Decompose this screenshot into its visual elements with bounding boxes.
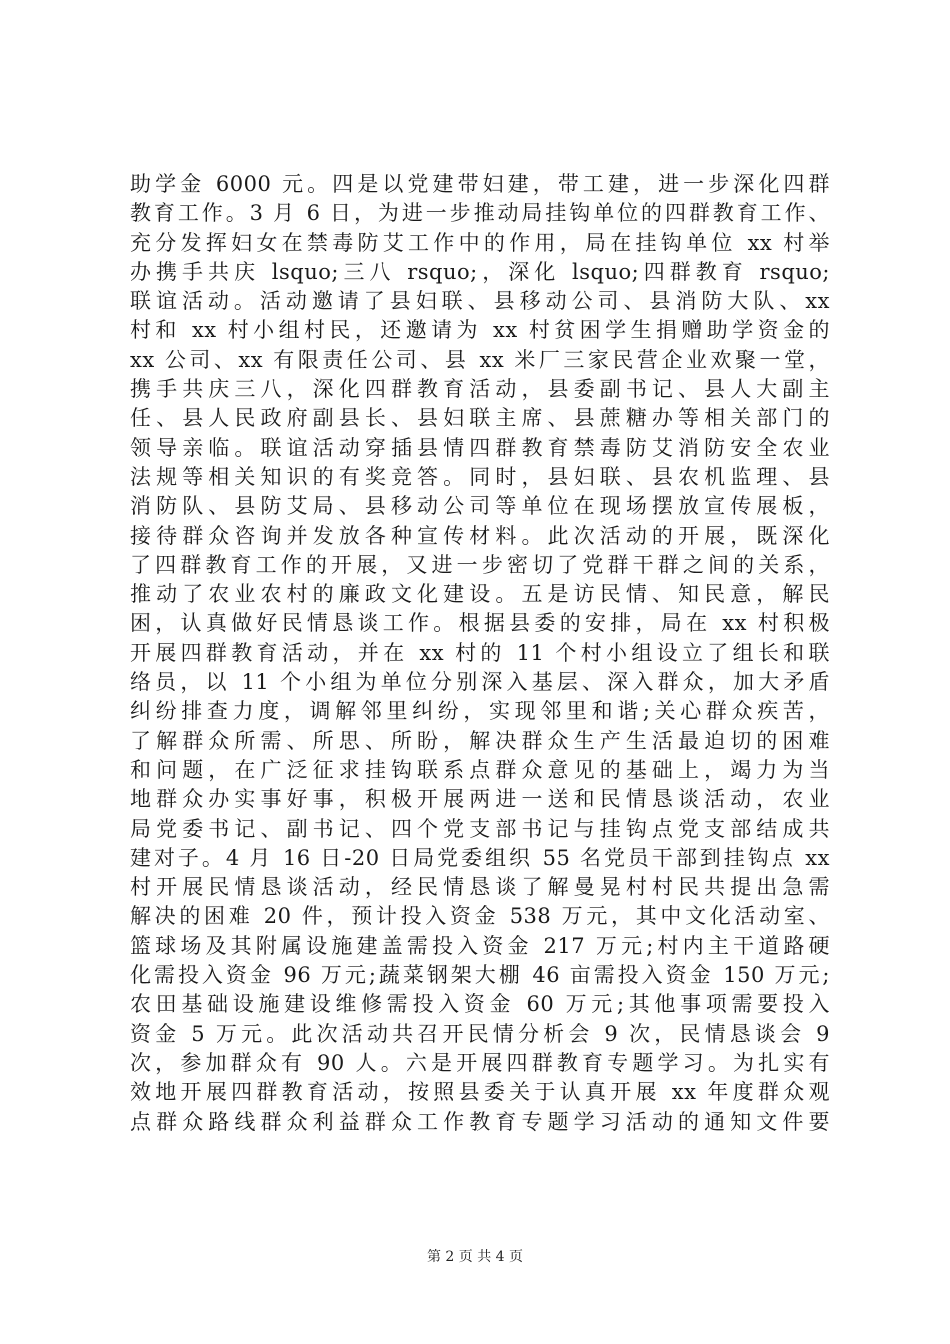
- text-line: 效地开展四群教育活动，按照县委关于认真开展 xx 年度群众观: [130, 1080, 830, 1105]
- text-line: 资金 5 万元。此次活动共召开民情分析会 9 次，民情恳谈会 9: [130, 1021, 830, 1046]
- text-line: 农田基础设施建设维修需投入资金 60 万元;其他事项需要投入: [130, 992, 830, 1017]
- text-line: 了解群众所需、所思、所盼，解决群众生产生活最迫切的困难: [130, 728, 830, 753]
- text-line: 次，参加群众有 90 人。六是开展四群教育专题学习。为扎实有: [130, 1050, 830, 1075]
- text-line: 消防队、县防艾局、县移动公司等单位在现场摆放宣传展板，: [130, 494, 830, 519]
- body-text: [130, 170, 830, 1137]
- text-line: 充分发挥妇女在禁毒防艾工作中的作用，局在挂钩单位 xx 村举: [130, 230, 830, 255]
- text-line: 携手共庆三八，深化四群教育活动，县委副书记、县人大副主: [130, 377, 830, 402]
- text-line: 化需投入资金 96 万元;蔬菜钢架大棚 46 亩需投入资金 150 万元;: [130, 963, 830, 988]
- text-line: 建对子。4 月 16 日-20 日局党委组织 55 名党员干部到挂钩点 xx: [130, 845, 830, 870]
- text-line: 困，认真做好民情恳谈工作。根据县委的安排，局在 xx 村积极: [130, 611, 830, 636]
- text-line: 解决的困难 20 件，预计投入资金 538 万元，其中文化活动室、: [130, 904, 830, 929]
- text-line: 局党委书记、副书记、四个党支部书记与挂钩点党支部结成共: [130, 816, 830, 841]
- text-line: 领导亲临。联谊活动穿插县情四群教育禁毒防艾消防安全农业: [130, 435, 830, 460]
- text-line: 法规等相关知识的有奖竞答。同时，县妇联、县农机监理、县: [130, 464, 830, 489]
- text-line: 推动了农业农村的廉政文化建设。五是访民情、知民意，解民: [130, 582, 830, 607]
- text-line: 接待群众咨询并发放各种宣传材料。此次活动的开展，既深化: [130, 523, 830, 548]
- text-line: 和问题，在广泛征求挂钩联系点群众意见的基础上，竭力为当: [130, 757, 830, 782]
- text-line: 地群众办实事好事，积极开展两进一送和民情恳谈活动，农业: [130, 787, 830, 812]
- text-line: 联谊活动。活动邀请了县妇联、县移动公司、县消防大队、xx: [130, 289, 830, 314]
- text-line: xx 公司、xx 有限责任公司、县 xx 米厂三家民营企业欢聚一堂，: [130, 347, 830, 372]
- text-line: 助学金 6000 元。四是以党建带妇建，带工建，进一步深化四群: [130, 172, 830, 196]
- text-line: 了四群教育工作的开展，又进一步密切了党群干群之间的关系，: [130, 552, 830, 577]
- text-line: 篮球场及其附属设施建盖需投入资金 217 万元;村内主干道路硬: [130, 933, 830, 958]
- text-line: 任、县人民政府副县长、县妇联主席、县蔗糖办等相关部门的: [130, 406, 830, 431]
- text-line: 开展四群教育活动，并在 xx 村的 11 个村小组设立了组长和联: [130, 640, 830, 665]
- text-line: 纠纷排查力度，调解邻里纠纷，实现邻里和谐;关心群众疾苦，: [130, 699, 830, 724]
- text-line: 点群众路线群众利益群众工作教育专题学习活动的通知文件要: [130, 1109, 830, 1134]
- text-line: 村和 xx 村小组村民，还邀请为 xx 村贫困学生捐赠助学资金的: [130, 318, 830, 343]
- page-footer: 第 2 页 共 4 页: [426, 1249, 524, 1265]
- text-line: 络员，以 11 个小组为单位分别深入基层、深入群众，加大矛盾: [130, 670, 830, 695]
- text-line: 村开展民情恳谈活动，经民情恳谈了解曼晃村村民共提出急需: [130, 875, 830, 900]
- text-line: 办携手共庆 lsquo;三八 rsquo;，深化 lsquo;四群教育 rsquo;: [130, 259, 830, 284]
- text-line: 教育工作。3 月 6 日，为进一步推动局挂钩单位的四群教育工作、: [130, 201, 830, 226]
